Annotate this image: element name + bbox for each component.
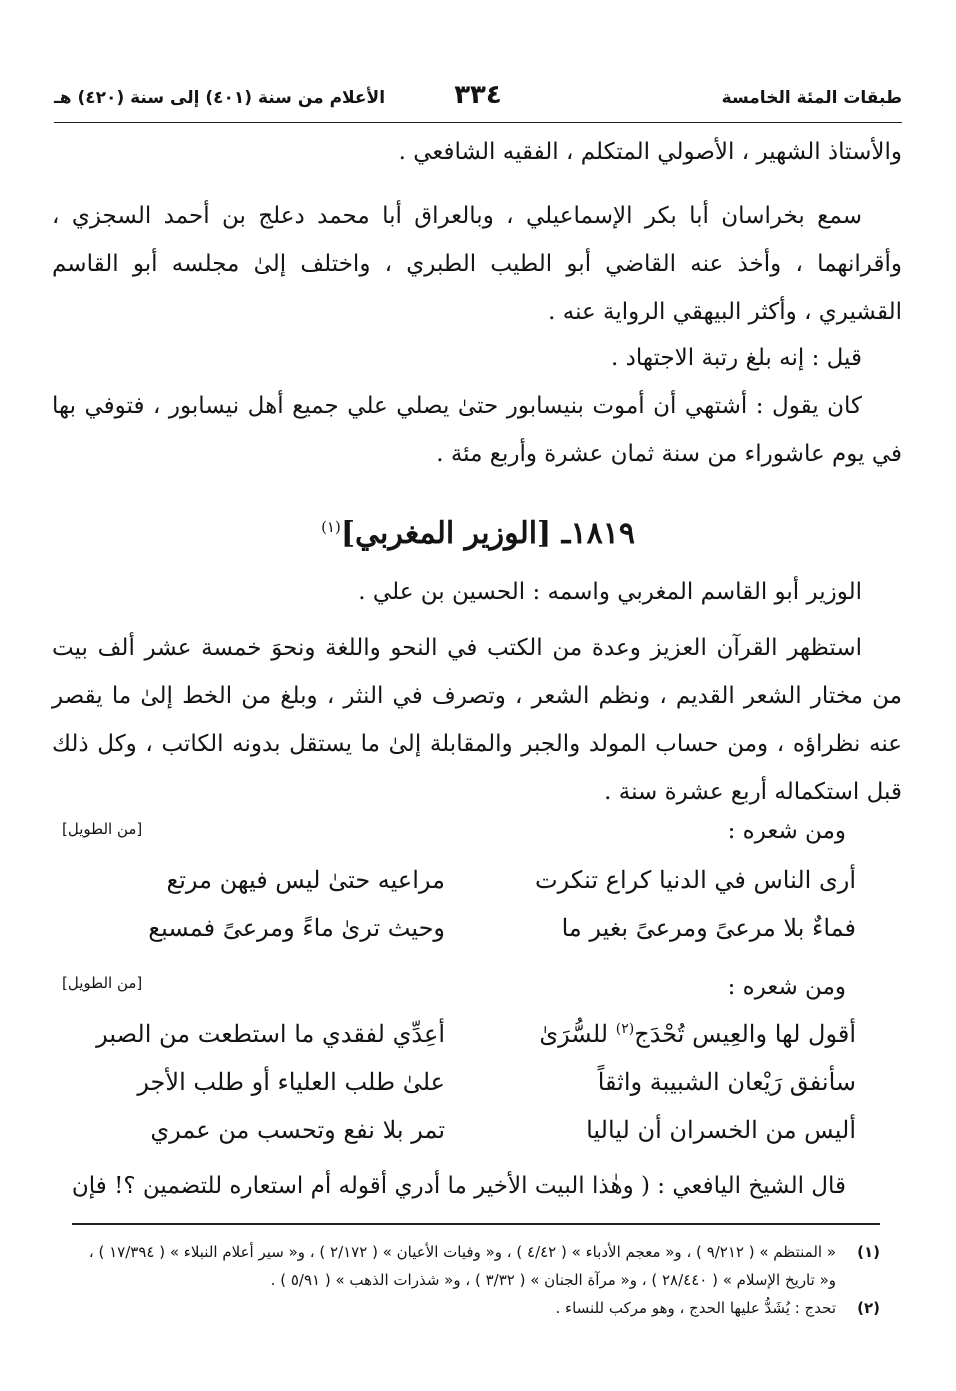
page-number: ٣٣٤ [454,80,502,110]
poem2-verse2-second-half: علىٰ طلب العلياء أو طلب الأجر [137,1068,445,1096]
poem2-meter: [من الطويل] [62,974,143,992]
footnote [68,1238,880,1294]
poem2-verse1-first-half [506,1020,856,1048]
poem2-verse2-first-half: سأنفق رَيْعان الشبيبة واثقاً [597,1068,856,1096]
footnote-divider [72,1223,880,1225]
footnote [68,1294,880,1322]
poem2-verse1-second-half: أعِدِّي لفقدي ما استطعت من الصبر [96,1020,445,1048]
poem2-verse1-text: أقول لها والعِيس تُحْدَج [634,1020,856,1048]
paragraph-entry-name: الوزير أبو القاسم المغربي واسمه : الحسين بن علي . [358,579,862,605]
poem2-intro: ومن شعره : [727,974,846,1000]
poem2-footnote-ref[interactable]: (٢) [615,1021,635,1037]
footnote-text: « المنتظم » ( ٩/٢١٢ ) ، و« معجم الأدباء » ( ٤/٤٢ ) ، و« وفيات الأعيان » ( ٢/١٧٢ ) ، و« سير أعلام النبلاء » ( ١٧/٣٩٤ ) ، و« تاريخ الإسلام » ( ٢٨/٤٤٠ ) ، و« مرآة الجنان » ( ٣/٣٢ ) ، و« شذرات الذهب » ( ٥/٩١ ) . [88,1243,836,1289]
header-year-range: الأعلام من سنة (٤٠١) إلى سنة (٤٢٠) هـ [54,88,386,108]
paragraph-ijtihad: قيل : إنه بلغ رتبة الاجتهاد . [611,345,862,371]
poem1-meter: [من الطويل] [62,820,143,838]
paragraph-titles: والأستاذ الشهير ، الأصولي المتكلم ، الفقيه الشافعي . [398,139,902,165]
footnotes [68,1238,880,1322]
running-header [54,82,902,116]
footnote-number: (١) [857,1243,880,1261]
entry-footnote-ref[interactable]: (١) [321,518,341,536]
poem2-verse3-second-half: تمر بلا نفع وتحسب من عمري [150,1116,445,1144]
entry-title-text: ١٨١٩ـ [الوزير المغربي] [340,516,635,551]
footnote-number: (٢) [857,1299,880,1317]
poem1-intro: ومن شعره : [727,818,846,844]
header-section-title: طبقات المئة الخامسة [721,88,902,108]
paragraph-death: كان يقول : أشتهي أن أموت بنيسابور حتىٰ يصلي علي جميع أهل نيسابور ، فتوفي بها في يوم عاشوراء من سنة ثمان عشرة وأربع مئة . [52,393,902,467]
header-divider [54,122,902,123]
poem2-verse3-first-half: أليس من الخسران أن لياليا [586,1116,856,1144]
paragraph-entry-bio: استظهر القرآن العزيز وعدة من الكتب في النحو واللغة ونحوَ خمسة عشر ألف بيت من مختار الشعر القديم ، ونظم الشعر ، وتصرف في النثر ، وبلغ من الخط إلىٰ ما يقصر عنه نظراؤه ، ومن حساب المولد والجبر والمقابلة إلىٰ ما يستقل بدونه الكاتب ، وكل ذلك قبل استكماله أربع عشرة سنة . [52,635,902,805]
entry-heading [0,516,956,551]
poem1-verse1-second-half: مراعيه حتىٰ ليس فيهن مرتع [166,866,445,894]
footnote-text: تحدج : يُشَدُّ عليها الحدج ، وهو مركب للنساء . [555,1299,836,1317]
poem1-verse2-second-half: وحيث ترىٰ ماءً ومرعىً فمسبع [148,914,445,942]
paragraph-yafii-comment: قال الشيخ اليافعي : ( وهٰذا البيت الأخير ما أدري أقوله أم استعاره للتضمين ؟! فإن [71,1173,846,1199]
poem2-verse1-tail: للسُّرَىٰ [539,1020,616,1048]
poem1-verse1-first-half: أرى الناس في الدنيا كراع تنكرت [535,866,856,894]
poem1-verse2-first-half: فماءٌ بلا مرعىً ومرعىً بغير ما [561,914,856,942]
paragraph-teachers: سمع بخراسان أبا بكر الإسماعيلي ، وبالعراق أبا محمد دعلج بن أحمد السجزي ، وأقرانهما ، وأخذ عنه القاضي أبو الطيب الطبري ، واختلف إلىٰ مجلسه أبو القاسم القشيري ، وأكثر البيهقي الرواية عنه . [52,203,902,325]
